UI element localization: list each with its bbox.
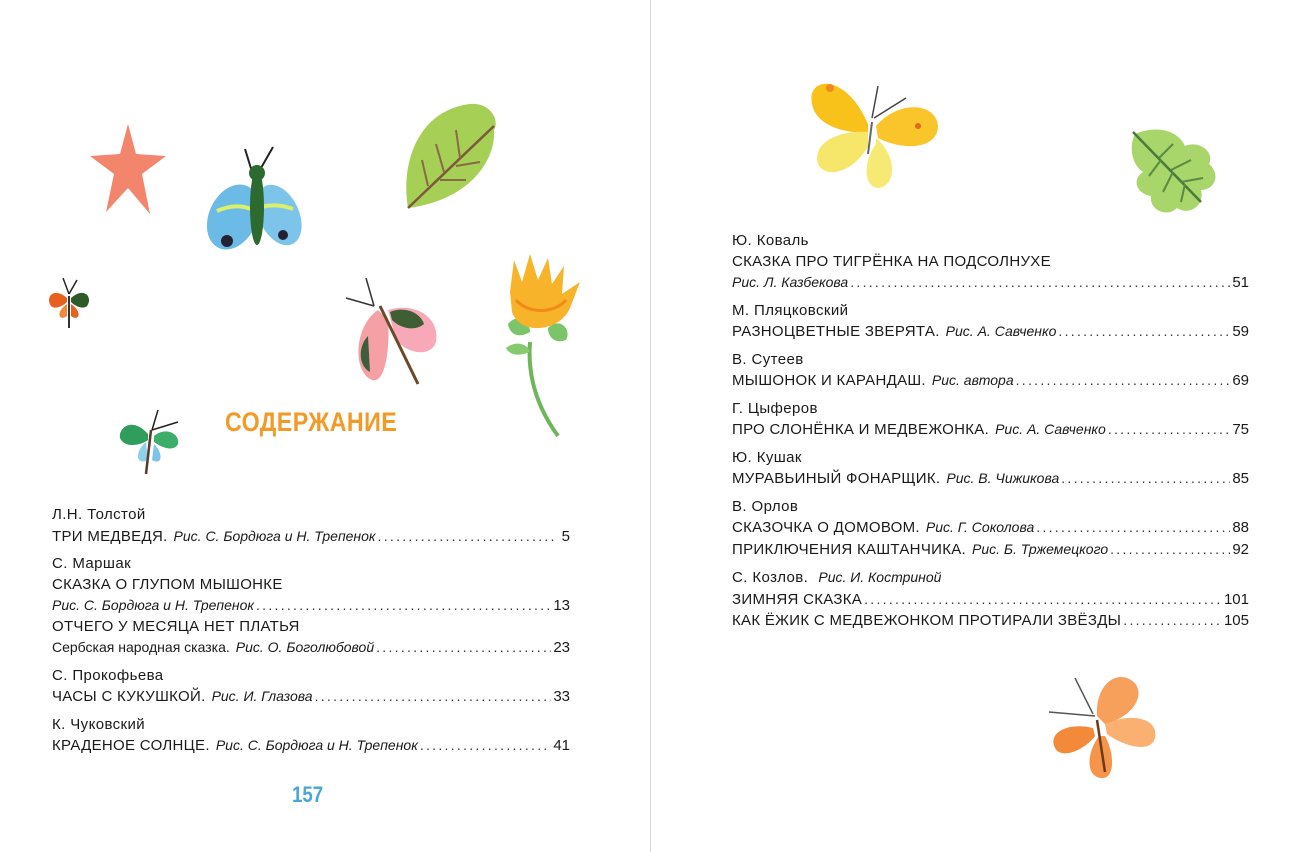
author-line: [732, 567, 1249, 589]
page-ref: 13: [553, 597, 570, 614]
toc-group: [52, 666, 570, 708]
work-title[interactable]: ОТЧЕГО У МЕСЯЦА НЕТ ПЛАТЬЯ: [52, 617, 300, 635]
author-name: В. Сутеев: [732, 350, 804, 368]
author-name: Ю. Кушак: [732, 448, 802, 466]
work-title[interactable]: СКАЗКА О ГЛУПОМ МЫШОНКЕ: [52, 575, 283, 593]
butterfly-small-icon: [45, 276, 93, 330]
illustrator: Рис. А. Савченко: [945, 323, 1057, 339]
illustrator: Рис. Л. Казбекова: [732, 274, 849, 290]
illustrator: Рис. В. Чижикова: [946, 470, 1060, 486]
illustrator: Рис. автора: [931, 372, 1014, 388]
flower-icon: [500, 252, 590, 442]
page-ref: 33: [553, 688, 570, 705]
illustrator: Рис. И. Глазова: [211, 688, 313, 704]
page-ref: 41: [553, 737, 570, 754]
toc-entry[interactable]: [732, 589, 1249, 611]
toc-entry[interactable]: [732, 419, 1249, 441]
dot-leader: [315, 686, 552, 707]
toc-entry[interactable]: [52, 735, 570, 757]
toc-right: [732, 231, 1249, 639]
toc-group: [732, 497, 1249, 561]
author-name: С. Маршак: [52, 555, 132, 572]
toc-entry[interactable]: [732, 468, 1249, 490]
author-name: Л.Н. Толстой: [52, 506, 146, 523]
illustrator: Рис. И. Костриной: [818, 569, 942, 585]
illustrator: Рис. Г. Соколова: [925, 519, 1035, 535]
right-page: [651, 0, 1300, 852]
toc-group: [52, 554, 570, 659]
page-ref: 92: [1232, 540, 1249, 558]
dot-leader: [1061, 468, 1230, 489]
toc-group: [732, 301, 1249, 343]
author-name: С. Козлов.: [732, 569, 809, 586]
leaf-icon: [400, 100, 505, 215]
toc-entry[interactable]: [732, 539, 1249, 561]
author-name: С. Прокофьева: [52, 666, 164, 684]
work-title: ЗИМНЯЯ СКАЗКА: [732, 590, 863, 608]
work-title: МУРАВЬИНЫЙ ФОНАРЩИК.: [732, 470, 941, 487]
dot-leader: [1123, 610, 1222, 631]
dot-leader: [376, 637, 551, 658]
illustrator: Рис. Б. Тржемецкого: [972, 540, 1109, 557]
toc-entry[interactable]: [52, 526, 570, 548]
page-ref: 85: [1232, 470, 1249, 487]
page-ref: 75: [1232, 421, 1249, 438]
page-number: 157: [292, 782, 324, 807]
butterfly-orange-icon: [1045, 672, 1159, 782]
toc-entry[interactable]: [52, 595, 570, 617]
page-ref: 69: [1232, 372, 1249, 389]
toc-entry[interactable]: [52, 637, 570, 659]
dot-leader: [378, 526, 554, 547]
star-icon: [88, 122, 168, 216]
work-title: МЫШОНОК И КАРАНДАШ.: [732, 372, 926, 389]
dot-leader: [420, 735, 552, 756]
illustrator: Рис. С. Бордюга и Н. Трепенок: [52, 597, 254, 613]
page-ref: 101: [1223, 590, 1249, 608]
work-title: ПРО СЛОНЁНКА И МЕДВЕЖОНКА.: [732, 421, 990, 438]
author-name: К. Чуковский: [52, 715, 146, 733]
page-ref: 105: [1223, 612, 1249, 629]
work-title: ПРИКЛЮЧЕНИЯ КАШТАНЧИКА.: [732, 540, 967, 558]
butterfly-green-icon: [118, 408, 182, 476]
toc-group: [732, 231, 1249, 294]
toc-left: [52, 505, 570, 764]
author-name: М. Пляцковский: [732, 301, 849, 319]
dot-leader: [256, 595, 551, 616]
moth-pink-icon: [344, 276, 440, 386]
author-name: Г. Цыферов: [732, 399, 818, 417]
dot-leader: [864, 589, 1222, 610]
toc-group: [732, 567, 1249, 632]
leaf-oak-icon: [1129, 124, 1221, 218]
toc-entry[interactable]: [732, 370, 1249, 392]
work-title: КРАДЕНОЕ СОЛНЦЕ.: [52, 737, 210, 754]
toc-entry[interactable]: [732, 321, 1249, 343]
toc-entry[interactable]: [732, 517, 1249, 539]
page-ref: 59: [1232, 323, 1249, 340]
dot-leader: [850, 272, 1230, 293]
illustrator: Рис. А. Савченко: [995, 421, 1106, 437]
toc-group: [732, 448, 1249, 490]
illustrator: Рис. С. Бордюга и Н. Трепенок: [215, 737, 418, 753]
work-title: РАЗНОЦВЕТНЫЕ ЗВЕРЯТА.: [732, 323, 940, 340]
page-title: СОДЕРЖАНИЕ: [225, 407, 398, 437]
page-ref: 88: [1232, 519, 1249, 536]
work-subtitle: Сербская народная сказка.: [52, 639, 230, 655]
work-title[interactable]: СКАЗКА ПРО ТИГРЁНКА НА ПОДСОЛНУХЕ: [732, 252, 1051, 270]
work-title: СКАЗОЧКА О ДОМОВОМ.: [732, 519, 920, 536]
dot-leader: [1036, 517, 1230, 538]
author-name: Ю. Коваль: [732, 232, 809, 249]
moth-blue-icon: [205, 145, 305, 265]
dot-leader: [1110, 539, 1230, 560]
dot-leader: [1058, 321, 1230, 342]
page-ref: 23: [553, 639, 570, 656]
work-title: КАК ЁЖИК С МЕДВЕЖОНКОМ ПРОТИРАЛИ ЗВЁЗДЫ: [732, 612, 1122, 629]
page-ref: 5: [561, 527, 570, 545]
work-title: ЧАСЫ С КУКУШКОЙ.: [52, 688, 206, 705]
dot-leader: [1016, 370, 1231, 391]
author-name: В. Орлов: [732, 497, 799, 515]
work-title: ТРИ МЕДВЕДЯ.: [52, 527, 168, 545]
toc-group: [732, 399, 1249, 441]
dot-leader: [1108, 419, 1231, 440]
illustrator: Рис. С. Бордюга и Н. Трепенок: [173, 527, 376, 544]
page-ref: 51: [1232, 274, 1249, 291]
butterfly-yellow-icon: [806, 68, 942, 192]
toc-group: [732, 350, 1249, 392]
illustrator: Рис. О. Боголюбовой: [235, 639, 375, 655]
toc-entry[interactable]: [52, 686, 570, 708]
toc-group: [52, 505, 570, 547]
toc-entry[interactable]: [732, 610, 1249, 632]
toc-entry[interactable]: [732, 272, 1249, 294]
toc-group: [52, 715, 570, 757]
